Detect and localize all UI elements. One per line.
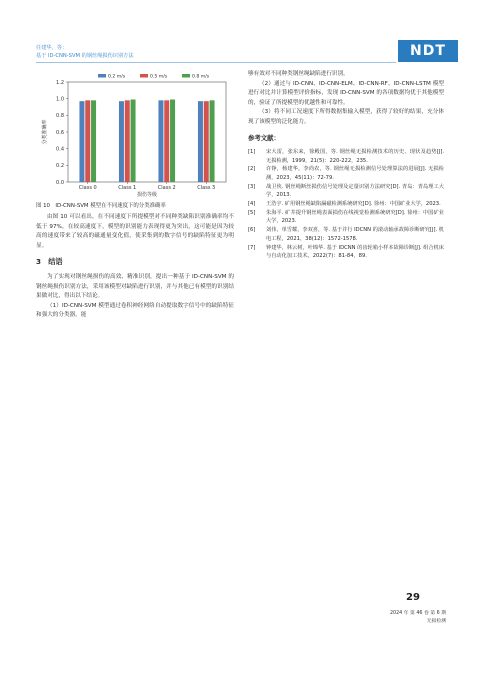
reference-text: 战卫侠. 钢丝绳断丝损伤信号处理及定量识别方法研究[D]. 青岛：青岛理工大学，2013. (266, 183, 444, 199)
x-tick-label: Class 2 (157, 185, 176, 191)
y-tick-label: 0.0 (56, 179, 64, 186)
y-tick-label: 0.2 (56, 163, 64, 170)
x-tick-label: Class 0 (78, 185, 97, 191)
reference-item (248, 209, 444, 226)
left-paragraph-1: 由图 10 可以看出，在不同速度下所提模型对不同种类缺陷识别准确率均不低于 97%，在较高速度下，模型的识别能力表现得更为突出，这可能是因为较高的速度带来了较高的磁通量变化值，使采集到的数字信号的缺陷特征更为明显。 (36, 214, 234, 249)
reference-text: 王浩宇. 矿用钢丝绳缺陷漏磁检测系统研究[D]. 徐州：中国矿业大学，2023. (266, 201, 441, 208)
left-paragraph-3: （1）ID-CNN-SVM 模型通过卷积神经网络自动提取数字信号中的缺陷特征和强大的分类器，能 (36, 302, 234, 319)
bar (198, 101, 203, 182)
left-column (36, 213, 234, 321)
header-rule (36, 62, 396, 63)
reference-text: 朱海平. 矿井提升钢丝绳表面损伤在线视觉检测系统研究[D]. 徐州：中国矿业大学，2023. (266, 210, 444, 225)
footer-journal: 无损检测 (426, 618, 446, 624)
reference-number: [1] (248, 149, 256, 156)
reference-item (248, 244, 444, 261)
y-tick-label: 0.6 (56, 129, 64, 136)
legend-label: 0.5 m/s (150, 74, 168, 80)
y-tick-label: 0.4 (56, 146, 64, 153)
bar (91, 100, 96, 182)
bar (85, 100, 90, 182)
references-list (248, 148, 444, 260)
reference-text: 钟建华，林云树，叶锦华. 基于 IDCNN 的齿轮箱小样本故障诊断[J]. 组合机床与自动化加工技术，2022(7)：81-84，89. (266, 244, 444, 260)
left-paragraph-2: 为了实现对钢丝绳损伤的高效、精准识别，提出一种基于 ID-CNN-SVM 的钢丝绳损伤识别方法，采用该模型对缺陷进行识别，并与其他已有模型的识别结果做对比，得出以下结论。 (36, 273, 234, 300)
accuracy-bar-chart (36, 70, 232, 200)
bar (131, 100, 136, 183)
y-axis-label: 分类准确率 (42, 119, 48, 145)
reference-number: [4] (248, 201, 256, 208)
reference-item (248, 200, 444, 208)
header-title: 基于 ID-CNN-SVM 的钢丝绳损伤识别方法 (36, 53, 134, 59)
bar (170, 100, 175, 183)
reference-text: 宋大雷，张东来，徐殿国，等. 钢丝绳无损检测技术的历史、现状及趋势[J]. 无损检测，1999，21(5)：220-222，235. (266, 149, 444, 164)
chart-svg (36, 70, 232, 200)
bar (164, 100, 169, 182)
legend-label: 0.8 m/s (192, 74, 210, 80)
footer-info (374, 610, 446, 625)
x-axis-label: 损伤等级 (136, 192, 158, 198)
y-tick-label: 1.0 (56, 96, 64, 103)
reference-number: [3] (248, 183, 256, 190)
figure-caption: 图 10 ID-CNN-SVM 模型在不同速度下的分类准确率 (36, 203, 166, 209)
legend-swatch (140, 74, 148, 78)
reference-item (248, 183, 444, 200)
references-title: 参考文献： (248, 133, 280, 142)
x-tick-label: Class 3 (197, 185, 216, 191)
bar (125, 100, 130, 182)
right-paragraph-2: （2）通过与 ID-CNN、ID-CNN-ELM、ID-CNN-RF、ID-CNN-LSTM 模型进行对比并计算模型评价指标，发现 ID-CNN-SVM 的各项数据均优于其他模型的，验证了所提模型的优越性和可靠性。 (248, 80, 444, 106)
reference-text: 刘伟，单雪耀，李双喜，等. 基于并行 IDCNN 的滚动轴承故障诊断研究[J]. 机电工程，2021，38(12)：1572-1578. (266, 227, 444, 242)
reference-item (248, 226, 444, 243)
running-header (36, 44, 134, 60)
bar (158, 100, 163, 182)
right-paragraph-1: 够有效对不同种类钢丝绳缺陷进行识别。 (248, 71, 349, 77)
section-title: 3 结语 (36, 257, 63, 267)
x-tick-label: Class 1 (118, 185, 137, 191)
legend-swatch (98, 74, 106, 78)
reference-item (248, 165, 444, 182)
bar (210, 100, 215, 182)
legend-label: 0.2 m/s (108, 74, 126, 80)
journal-logo: NDT (398, 40, 458, 62)
legend-swatch (182, 74, 190, 78)
bar (204, 101, 209, 182)
page-number: 29 (406, 592, 420, 603)
y-tick-label: 1.2 (56, 79, 64, 86)
reference-number: [7] (248, 244, 256, 251)
header-authors: 任建华，等： (36, 45, 68, 51)
right-paragraph-3: （3）将不同工况速度下所得数据集输入模型，获得了较好的结果，充分体现了该模型的泛化能力。 (248, 109, 444, 125)
y-tick-label: 0.8 (56, 113, 64, 120)
bar (79, 101, 84, 182)
reference-number: [5] (248, 210, 256, 216)
reference-number: [2] (248, 166, 256, 173)
reference-item (248, 148, 444, 165)
footer-issue: 2024 年 第 46 卷 第 6 期 (389, 611, 446, 616)
reference-number: [6] (248, 227, 256, 234)
bar (119, 101, 124, 182)
right-column (248, 70, 444, 261)
reference-text: 许铮，杨建华，李尚农，等. 钢丝绳无损检测信号处理算法的进展[J]. 无损检测，2023，45(11)：72-79. (266, 166, 444, 181)
